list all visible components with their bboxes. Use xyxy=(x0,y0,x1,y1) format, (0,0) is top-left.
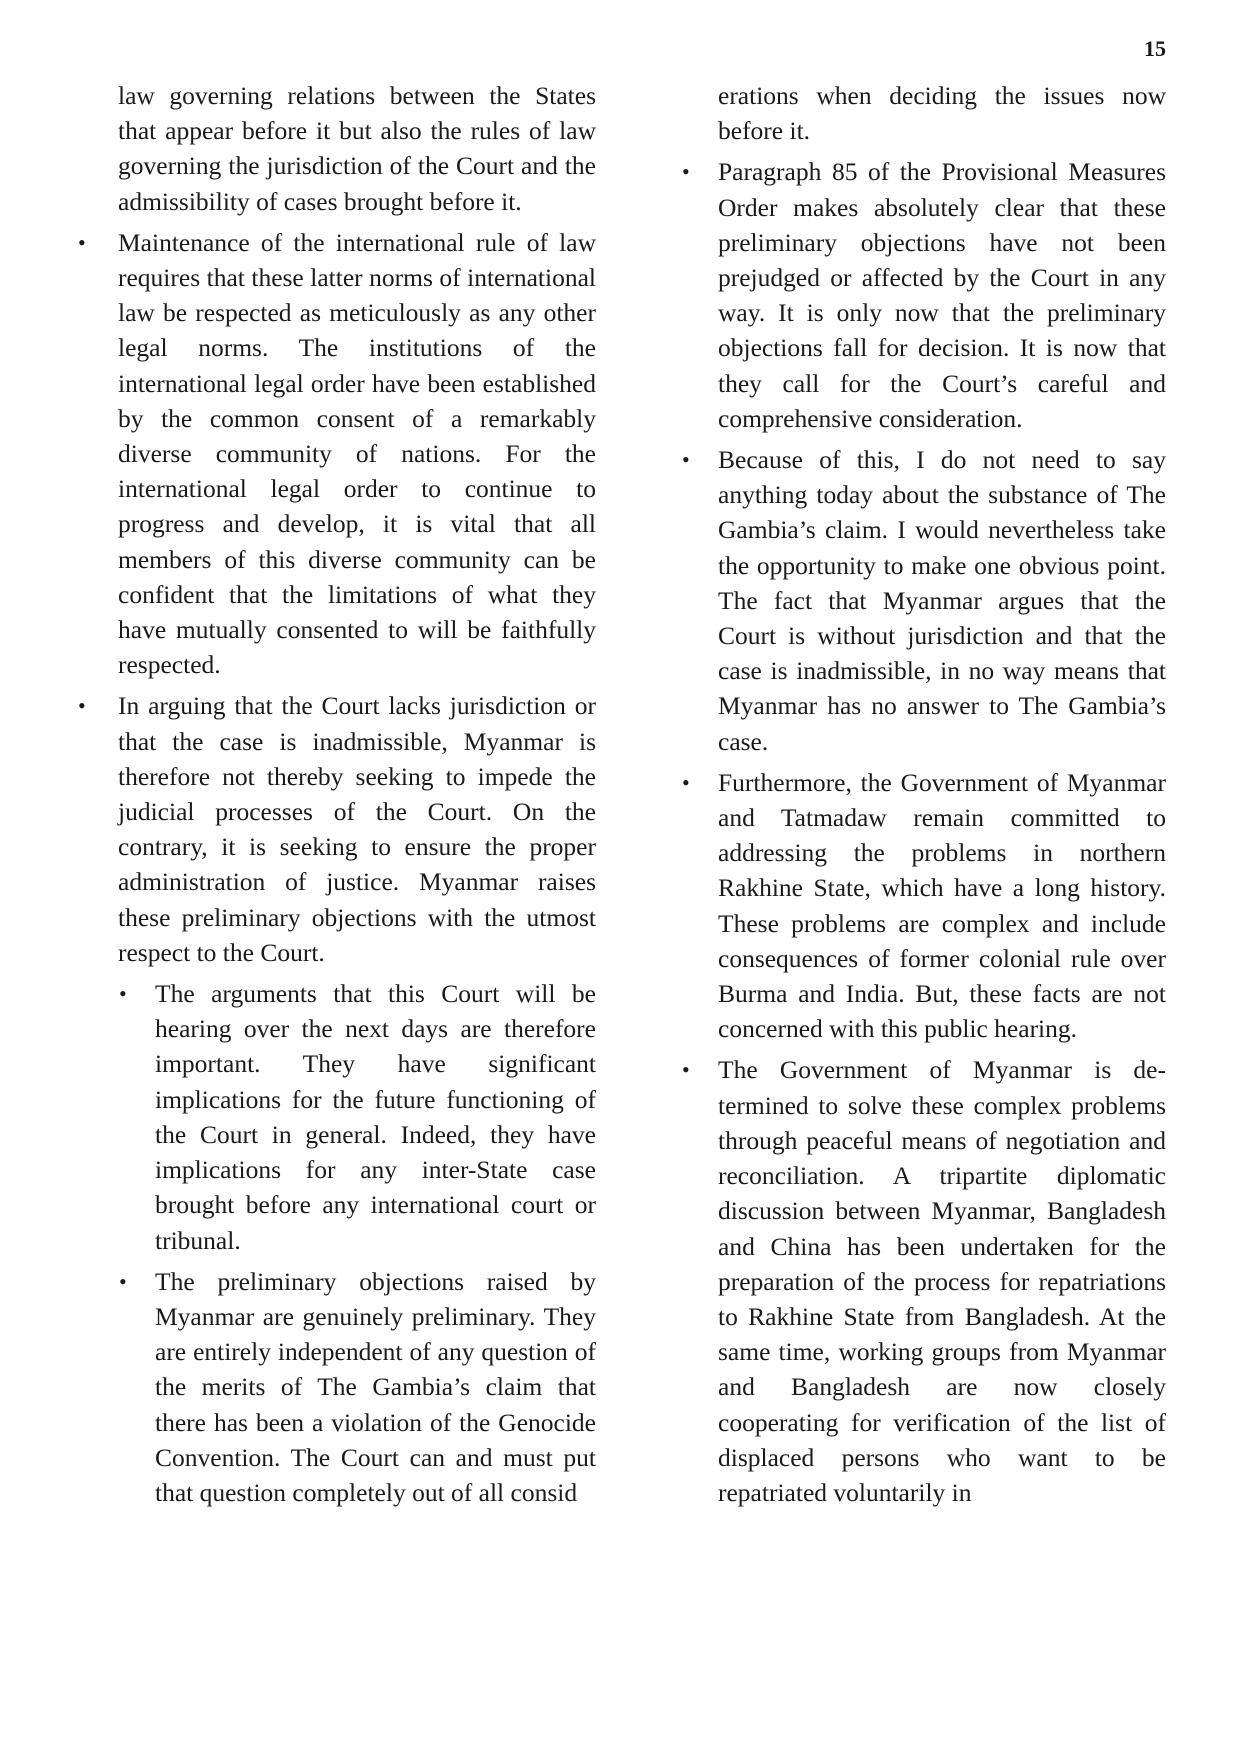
bullet-item: • Maintenance of the international rule of law requires that these latter norms of international law be respected as meticulously as any other legal norms. The institutions of the international legal order have been established by the common consent of a remarkably diverse community of nations. For the international legal order to continue to progress and develop, it is vital that all members of this diverse community can be confident that the limitations of what they have mutually consented to will be faithfully respected. xyxy=(118,225,596,683)
sub-bullet-item: • The arguments that this Court will be hearing over the next days are therefore important. They have significant implications for the future functioning of the Court in general. Indeed, they have implications for any inter-State case brought before any international court or tribunal. xyxy=(155,976,596,1258)
sub-bullet-item: • The preliminary objections raised by Myanmar are genuinely preliminary. They are entirely independent of any question of the merits of The Gambia’s claim that there has been a violation of the Genocide Convention. The Court can and must put that question completely out of all consid xyxy=(155,1264,596,1510)
bullet-item: • Because of this, I do not need to say anything today about the substance of The Gambia’s claim. I would nevertheless take the opportunity to make one obvious point. The fact that Myanmar argues that the Court is without jurisdiction and that the case is inadmissible, in no way means that Myanmar has no answer to The Gambia’s case. xyxy=(718,442,1166,759)
page-number: 15 xyxy=(1144,36,1166,61)
left-bullet-list xyxy=(118,225,596,1510)
right-bullet-list xyxy=(718,154,1166,1510)
sub-bullet-list xyxy=(118,976,596,1510)
right-continuation-paragraph: erations when deciding the issues now before it. xyxy=(718,81,1166,146)
bullet-item: • Furthermore, the Government of Myanmar and Tatmadaw remain committed to addressing the problems in northern Rakhine State, which have a long history. These problems are complex and include consequences of former colonial rule over Burma and India. But, these facts are not concerned with this public hearing. xyxy=(718,765,1166,1047)
bullet-item xyxy=(118,688,596,1510)
left-column xyxy=(118,78,596,1510)
left-continuation-paragraph: law governing relations between the States that appear before it but also the rules of law governing the jurisdiction of the Court and the admissibility of cases brought before it. xyxy=(118,81,596,216)
bullet-item: • Paragraph 85 of the Provisional Measures Order makes absolutely clear that these preliminary objections have not been prejudged or affected by the Court in any way. It is only now that the preliminary objections fall for decision. It is now that they call for the Court’s careful and comprehensive consideration. xyxy=(718,154,1166,436)
bullet-item: • The Government of Myanmar is determined to solve these complex problems through peaceful means of negotiation and reconciliation. A tripartite diplomatic discussion between Myanmar, Bangladesh and China has been undertaken for the preparation of the process for repatriations to Rakhine State from Bangladesh. At the same time, working groups from Myanmar and Bangladesh are now closely cooperating for verification of the list of displaced persons who want to be repatriated voluntarily in xyxy=(718,1052,1166,1510)
bullet-text: In arguing that the Court lacks jurisdiction or that the case is inadmissible, Myanmar is therefore not thereby seeking to impede the judicial processes of the Court. On the contrary, it is seeking to ensure the proper administration of justice. Myanmar raises these preliminary objections with the utmost respect to the Court. xyxy=(118,691,596,967)
right-column xyxy=(718,78,1166,1510)
